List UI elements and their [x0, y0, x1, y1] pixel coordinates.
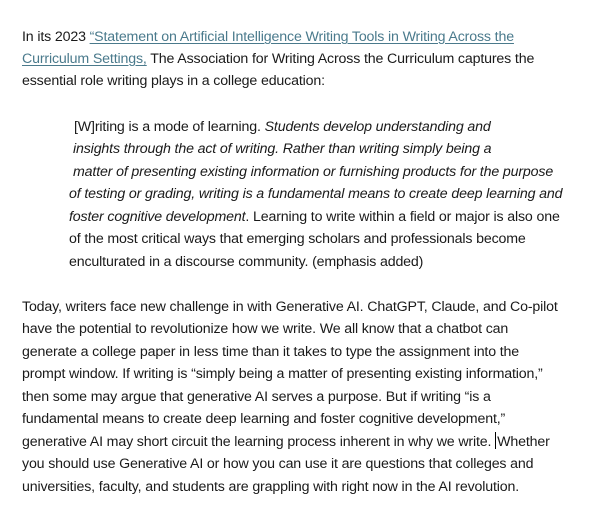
body-line-5: then some may argue that generative AI serves a purpose. But if writing “is a — [22, 389, 491, 405]
quote-line-5 — [69, 206, 560, 228]
body-line-9: universities, faculty, and students are grappling with right now in the AI revolution. — [22, 479, 520, 495]
quote-text: [W]riting is a mode of learning. — [74, 119, 265, 135]
quote-line-7: enculturated in a discourse community. (emphasis added) — [69, 254, 424, 270]
quote-line-3: matter of presenting existing information or furnishing products for the purpose — [73, 164, 554, 180]
text-cursor — [495, 432, 496, 449]
quote-line-6: of the most critical ways that emerging scholars and professionals become — [69, 231, 526, 247]
body-line-3: generate a college paper in less time than it takes to type the assignment into the — [22, 344, 520, 360]
statement-link-part-2[interactable]: Curriculum Settings, — [22, 51, 147, 67]
intro-line-3: essential role writing plays in a college education: — [22, 73, 325, 89]
intro-after-link: The Association for Writing Across the Curriculum captures the — [146, 51, 535, 67]
intro-line-2 — [22, 48, 534, 70]
body-line-7 — [22, 431, 550, 453]
body-line-2: have the potential to revolutionize how we write. We all know that a chatbot can — [22, 321, 509, 337]
body-line-1: Today, writers face new challenge in with Generative AI. ChatGPT, Claude, and Co-pilot — [22, 299, 558, 315]
statement-link-part-1[interactable]: “Statement on Artificial Intelligence Writing Tools in Writing Across the — [89, 29, 514, 45]
intro-line-1 — [22, 26, 514, 48]
body-line-6: fundamental means to create deep learning and foster cognitive development,” — [22, 411, 506, 427]
quote-line-1 — [74, 116, 491, 138]
intro-prefix: In its 2023 — [22, 29, 90, 45]
body-line-8: you should use Generative AI or how you can use it are questions that colleges and — [22, 456, 534, 472]
body-line-4: prompt window. If writing is “simply being a matter of presenting existing information,” — [22, 366, 543, 382]
body-text: generative AI may short circuit the learning process inherent in why we write. — [22, 434, 496, 450]
quote-line-2: insights through the act of writing. Rather than writing simply being a — [73, 141, 492, 157]
quote-emphasis: Students develop understanding and — [264, 119, 491, 135]
quote-emphasis: foster cognitive development — [69, 209, 246, 225]
quote-line-4: of testing or grading, writing is a fundamental means to create deep learning and — [69, 186, 563, 202]
quote-text: . Learning to write within a field or major is also one — [245, 209, 560, 225]
body-text: Whether — [497, 434, 550, 450]
